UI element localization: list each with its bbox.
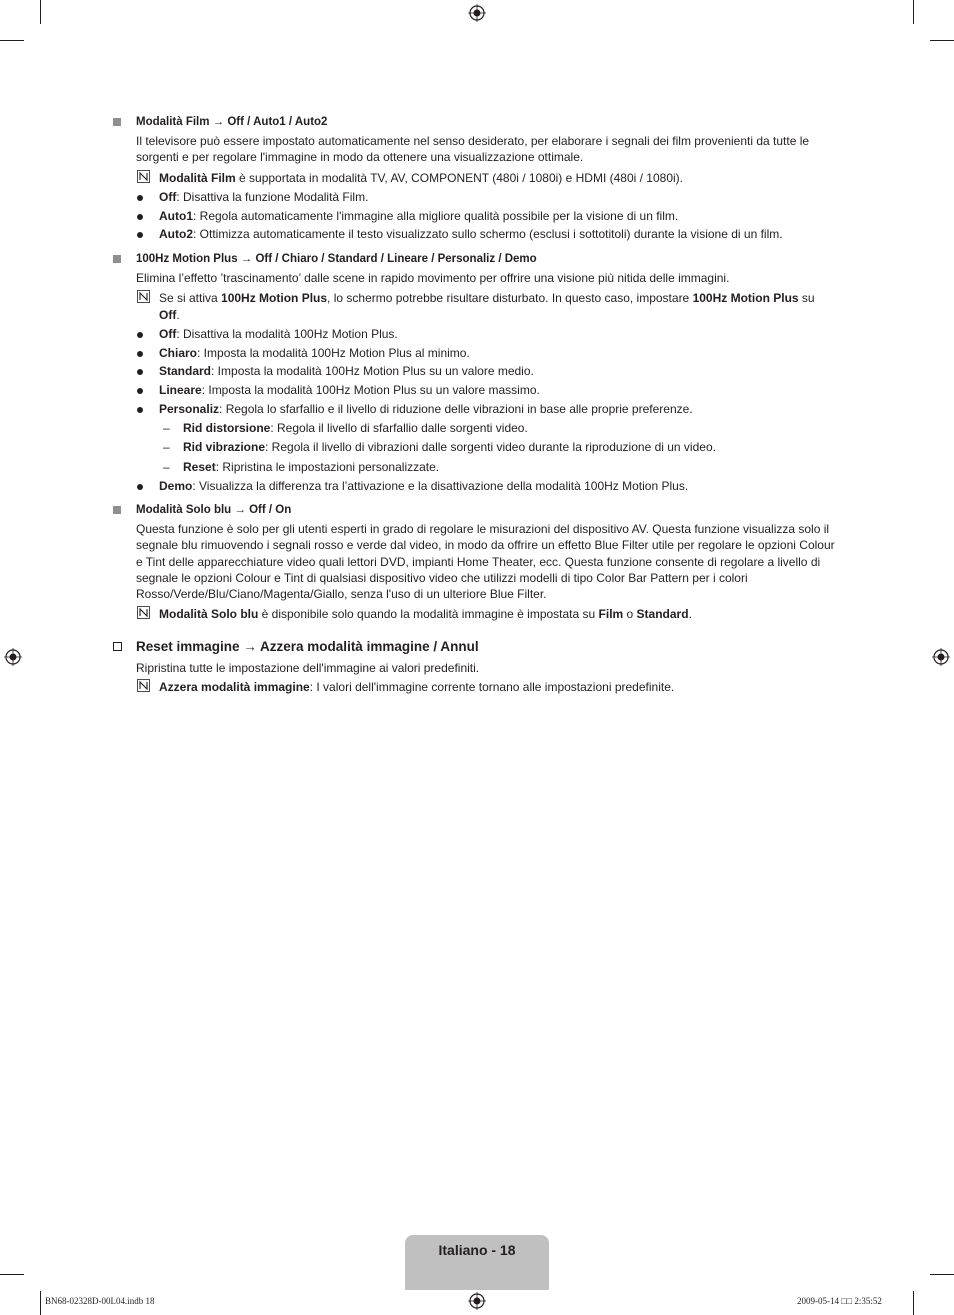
registration-mark-icon (932, 648, 950, 666)
sub-list-item: – Rid distorsione: Regola il livello di sfarfallio dalle sorgenti video. (163, 420, 528, 435)
registration-mark-icon (468, 1292, 486, 1310)
list-item: Chiaro: Imposta la modalità 100Hz Motion Plus al minimo. (113, 344, 838, 363)
bullet-icon (137, 369, 143, 375)
sub-list-item: – Reset: Ripristina le impostazioni personalizzate. (163, 459, 440, 474)
registration-mark-icon (4, 648, 22, 666)
sub-list-item: – Rid vibrazione: Regola il livello di vibrazioni dalle sorgenti video durante la riproduzione di un video. (163, 440, 716, 455)
note-icon (137, 290, 150, 303)
note-item: Modalità Solo blu è disponibile solo quando la modalità immagine è impostata su Film o Standard. (113, 604, 838, 624)
note-item: Modalità Film è supportata in modalità TV, AV, COMPONENT (480i / 1080i) e HDMI (480i / 1080i). (113, 168, 838, 188)
page-number: Italiano - 18 (438, 1242, 516, 1258)
crop-mark (913, 0, 914, 24)
list-item: Demo: Visualizza la differenza tra l’attivazione e la disattivazione della modalità 100Hz Motion Plus. (113, 477, 838, 496)
square-bullet-icon (113, 506, 121, 514)
bullet-icon (137, 332, 143, 338)
list-item: Auto1: Regola automaticamente l'immagine alla migliore qualità possibile per la visione di un film. (113, 207, 838, 226)
section-modalita-solo-blu (113, 502, 838, 625)
bullet-icon (137, 214, 143, 220)
note-item: Azzera modalità immagine: I valori dell'immagine corrente tornano alle impostazioni predefinite. (113, 677, 838, 697)
bullet-icon (137, 484, 143, 490)
section-modalita-film (113, 114, 838, 244)
page-number-tab (405, 1235, 549, 1290)
section-reset-immagine (113, 638, 838, 698)
checkbox-bullet-icon (113, 642, 122, 651)
bullet-icon (137, 388, 143, 394)
list-item: Standard: Imposta la modalità 100Hz Motion Plus su un valore medio. (113, 362, 838, 381)
crop-mark (0, 40, 24, 41)
section-heading: Modalità Solo blu → Off / On (113, 502, 838, 518)
crop-mark (913, 1291, 914, 1315)
note-icon (137, 606, 150, 619)
square-bullet-icon (113, 255, 121, 263)
section-100hz-motion-plus (113, 251, 838, 496)
list-item: Off: Disattiva la funzione Modalità Film. (113, 188, 838, 207)
crop-mark (40, 1291, 41, 1315)
crop-mark (930, 1274, 954, 1275)
list-item: Lineare: Imposta la modalità 100Hz Motion Plus su un valore massimo. (113, 381, 838, 400)
crop-mark (0, 1274, 24, 1275)
bullet-icon (137, 407, 143, 413)
crop-mark (930, 40, 954, 41)
section-intro: Ripristina tutte le impostazione dell'immagine ai valori predefiniti. (136, 661, 480, 675)
list-item: Personaliz: Regola lo sfarfallio e il livello di riduzione delle vibrazioni in base alle proprie preferenze. (113, 400, 838, 419)
section-heading: 100Hz Motion Plus → Off / Chiaro / Standard / Lineare / Personaliz / Demo (113, 251, 838, 267)
section-heading: Modalità Film → Off / Auto1 / Auto2 (113, 114, 838, 130)
list-item: Auto2: Ottimizza automaticamente il testo visualizzato sullo schermo (esclusi i sottotitoli) durante la visione di un film. (113, 225, 838, 244)
square-bullet-icon (113, 118, 121, 126)
bullet-icon (137, 351, 143, 357)
bullet-icon (137, 232, 143, 238)
note-icon (137, 679, 150, 692)
section-intro: Il televisore può essere impostato automaticamente nel senso desiderato, per elaborare i segnali dei film provenienti da tutte le sorgenti e per regolare l'immagine in modo da ottenere una visualizzazione ottimale. (136, 134, 810, 165)
bullet-icon (137, 195, 143, 201)
note-icon (137, 170, 150, 183)
registration-mark-icon (468, 4, 486, 22)
subsection-title: Reset immagine → Azzera modalità immagine / Annul (113, 638, 838, 656)
crop-mark (40, 0, 41, 24)
print-slug-date: 2009-05-14 □□ 2:35:52 (797, 1296, 882, 1306)
section-intro: Questa funzione è solo per gli utenti esperti in grado di regolare le misurazioni del dispositivo AV. Questa funzione visualizza solo il segnale blu rimuovendo i segnali rosso e verde dal video, in modo da offrire un effetto Blue Filter utile per regolare le opzioni Colour e Tint delle apparecchiature video quali lettori DVD, impianti Home Theater, ecc. Questa funzione consente di regolare a livello di segnale le opzioni Colour e Tint di qualsiasi dispositivo video che utilizzi modelli di tipo Color Bar Pattern per i colori Rosso/Verde/Blu/Ciano/Magenta/Giallo, senza l'uso di un ulteriore Blue Filter. (136, 522, 835, 602)
section-intro: Elimina l’effetto ’trascinamento’ dalle scene in rapido movimento per offrire una visione più nitida delle immagini. (136, 271, 730, 285)
note-item: Se si attiva 100Hz Motion Plus, lo schermo potrebbe risultare disturbato. In questo caso, impostare 100Hz Motion Plus su Off. (113, 288, 838, 325)
list-item: Off: Disattiva la modalità 100Hz Motion Plus. (113, 325, 838, 344)
print-slug-file: BN68-02328D-00L04.indb 18 (45, 1296, 155, 1306)
